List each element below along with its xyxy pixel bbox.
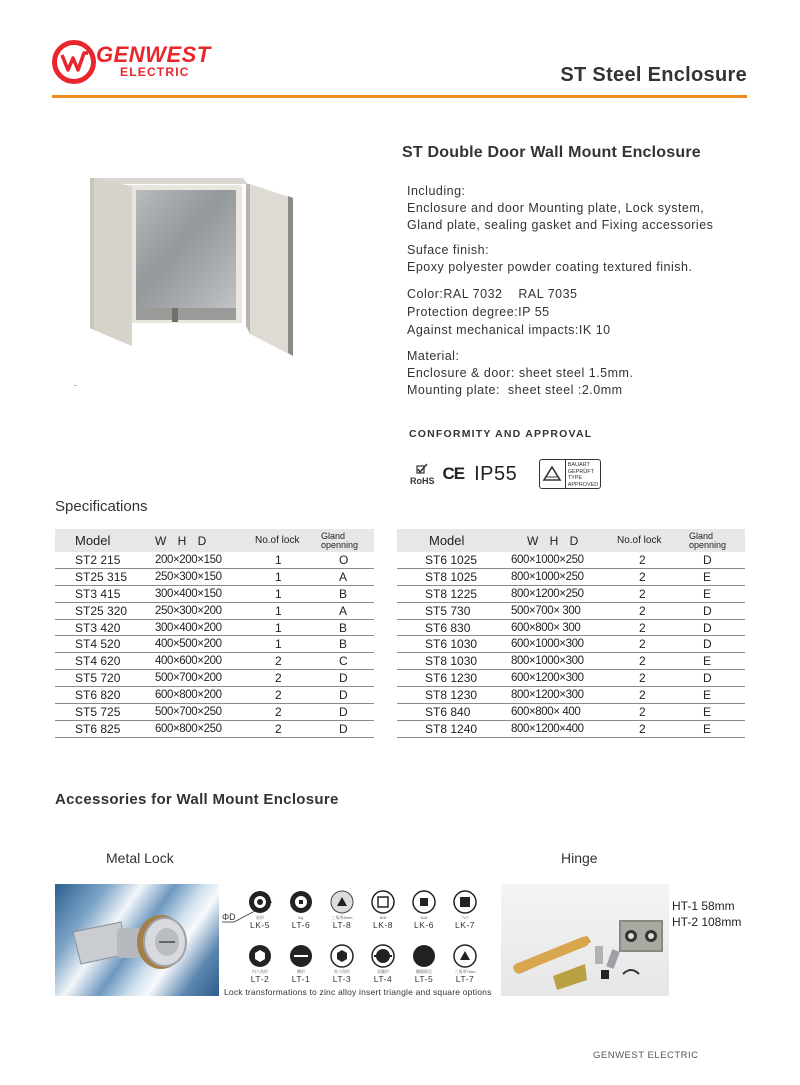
lock-lt-6-icon <box>289 890 313 914</box>
cell-whd: 600×1200×300 <box>511 672 584 685</box>
table-row <box>397 620 745 637</box>
cell-whd: 200×200×150 <box>155 553 222 566</box>
cell-locks: 2 <box>639 620 646 635</box>
table-row <box>55 687 374 704</box>
table-row <box>55 552 374 569</box>
material-label: Material: <box>407 349 460 363</box>
lock-type-lk-5 <box>240 890 280 930</box>
cell-whd: 600×1000×250 <box>511 553 584 566</box>
cell-model: ST2 215 <box>75 552 121 567</box>
lock-type-name: LK-5 <box>250 920 270 930</box>
lock-lk-7-icon <box>453 890 477 914</box>
lock-type-lk-7 <box>445 890 485 930</box>
lock-type-caption: Sq. <box>297 915 304 920</box>
table-header: Model W H D No.of lock Gland openning <box>55 529 374 552</box>
including-label: Including: <box>407 184 466 198</box>
metal-lock-label: Metal Lock <box>106 850 174 866</box>
cell-gland: B <box>339 620 348 635</box>
cell-locks: 2 <box>275 671 282 686</box>
lock-lt-4-icon <box>371 944 395 968</box>
cell-locks: 2 <box>275 721 282 736</box>
hinge-label: Hinge <box>561 850 598 866</box>
product-title: ST Double Door Wall Mount Enclosure <box>402 144 701 161</box>
cell-model: ST8 1025 <box>425 569 478 584</box>
cell-whd: 500×700× 300 <box>511 604 581 617</box>
cell-whd: 800×1200×250 <box>511 587 584 600</box>
cell-gland: E <box>703 654 712 669</box>
cell-locks: 1 <box>275 569 282 584</box>
cell-gland: A <box>339 603 348 618</box>
color-line: Color:RAL 7032 RAL 7035 <box>407 287 578 301</box>
lock-type-lt-1 <box>281 944 321 984</box>
cell-locks: 2 <box>275 654 282 669</box>
decorative-mark <box>74 385 77 386</box>
cell-whd: 600×800× 300 <box>511 621 581 634</box>
lock-lt-2-icon <box>248 944 272 968</box>
table-row <box>55 603 374 620</box>
cell-whd: 300×400×200 <box>155 621 222 634</box>
cell-model: ST8 1230 <box>425 688 478 703</box>
cell-gland: D <box>703 603 712 618</box>
spec-table-left <box>55 529 374 738</box>
cell-gland: D <box>703 671 712 686</box>
lock-type-caption: 槽形 <box>297 969 305 974</box>
cell-locks: 2 <box>639 637 646 652</box>
cell-gland: C <box>339 654 348 669</box>
table-row <box>397 569 745 586</box>
cell-whd: 600×1000×300 <box>511 638 584 651</box>
accessories-title: Accessories for Wall Mount Enclosure <box>55 791 339 808</box>
lock-type-name: LT-6 <box>291 920 311 930</box>
lock-type-caption: 双翼形 <box>377 969 389 974</box>
table-row <box>55 586 374 603</box>
lock-type-lk-6 <box>404 890 444 930</box>
lock-type-lt-6 <box>281 890 321 930</box>
lock-lt-3-icon <box>330 944 354 968</box>
cell-gland: E <box>703 586 712 601</box>
cell-model: ST25 315 <box>75 569 128 584</box>
cell-whd: 600×800× 400 <box>511 705 581 718</box>
cell-model: ST4 520 <box>75 637 121 652</box>
lock-type-name: LK-6 <box>414 920 434 930</box>
table-row <box>397 670 745 687</box>
lock-type-name: LT-1 <box>291 974 311 984</box>
conformity-title: CONFORMITY AND APPROVAL <box>409 428 593 440</box>
cell-locks: 2 <box>275 704 282 719</box>
cell-locks: 1 <box>275 603 282 618</box>
cell-gland: E <box>703 721 712 736</box>
including-line-1: Enclosure and door Mounting plate, Lock system, <box>407 201 705 215</box>
lock-type-name: LT-2 <box>250 974 270 984</box>
cell-whd: 800×1200×300 <box>511 689 584 702</box>
cell-whd: 250×300×200 <box>155 604 222 617</box>
logo-mark-icon <box>52 40 96 84</box>
table-row <box>55 636 374 653</box>
cell-model: ST5 720 <box>75 671 121 686</box>
hinge-size-ht1: HT-1 58mm <box>672 899 735 913</box>
lock-type-name: LT-8 <box>332 920 352 930</box>
cell-gland: E <box>703 688 712 703</box>
table-row <box>55 620 374 637</box>
tuv-approval-badge: BAUART GEPRÜFT TYPE APPROVED <box>539 459 601 489</box>
table-row <box>397 704 745 721</box>
cell-locks: 1 <box>275 620 282 635</box>
table-header: Model W H D No.of lock Gland openning <box>397 529 745 552</box>
cell-model: ST3 415 <box>75 586 121 601</box>
cell-locks: 2 <box>639 704 646 719</box>
lock-type-name: LK-7 <box>455 920 475 930</box>
cell-model: ST6 830 <box>425 620 471 635</box>
cell-model: ST25 320 <box>75 603 128 618</box>
metal-lock-image <box>55 884 219 996</box>
cell-model: ST6 825 <box>75 721 121 736</box>
hinge-size-ht2: HT-2 108mm <box>672 915 742 929</box>
lock-type-lt-3 <box>322 944 362 984</box>
header-divider <box>52 95 747 98</box>
table-row <box>397 636 745 653</box>
cell-whd: 400×600×200 <box>155 655 222 668</box>
cell-whd: 400×500×200 <box>155 638 222 651</box>
cell-gland: E <box>703 569 712 584</box>
protection-line: Protection degree:IP 55 <box>407 305 550 319</box>
cell-model: ST8 1225 <box>425 586 478 601</box>
cell-model: ST6 1030 <box>425 637 478 652</box>
table-row <box>397 687 745 704</box>
lock-type-caption: 7×7 <box>461 915 469 920</box>
lock-type-caption: 三角形8mm <box>331 915 353 920</box>
cell-model: ST3 420 <box>75 620 121 635</box>
cell-whd: 300×400×150 <box>155 587 222 600</box>
ce-mark: CE <box>442 464 465 483</box>
lock-type-lk-8 <box>363 890 403 930</box>
lock-type-lt-2 <box>240 944 280 984</box>
lock-type-lt-4 <box>363 944 403 984</box>
cell-model: ST5 730 <box>425 603 471 618</box>
cell-model: ST6 1230 <box>425 671 478 686</box>
cell-gland: O <box>339 552 349 567</box>
cell-whd: 800×1000×250 <box>511 570 584 583</box>
table-row <box>55 721 374 738</box>
tuv-triangle-icon <box>540 460 565 488</box>
table-row <box>55 670 374 687</box>
lock-type-caption: 椭圆锁芯 <box>416 969 432 974</box>
brand-sub: ELECTRIC <box>120 65 190 79</box>
cell-model: ST6 840 <box>425 704 471 719</box>
diameter-label: ΦD <box>222 912 236 922</box>
lock-type-caption: 外六角形 <box>334 969 350 974</box>
cell-gland: D <box>339 721 348 736</box>
table-row <box>55 569 374 586</box>
cell-gland: D <box>703 552 712 567</box>
footer-text: GENWEST ELECTRIC <box>593 1050 699 1061</box>
lock-type-name: LT-7 <box>455 974 475 984</box>
brand-name: GENWEST <box>96 42 211 67</box>
lock-type-caption: 内六角形 <box>252 969 268 974</box>
cell-whd: 600×800×200 <box>155 689 222 702</box>
surface-value: Epoxy polyester powder coating textured finish. <box>407 260 693 274</box>
cell-model: ST6 820 <box>75 688 121 703</box>
lock-type-name: LT-3 <box>332 974 352 984</box>
table-row <box>397 721 745 738</box>
cell-locks: 2 <box>639 552 646 567</box>
lock-lk-5-icon <box>248 890 272 914</box>
cell-locks: 2 <box>275 688 282 703</box>
cell-whd: 500×700×200 <box>155 672 222 685</box>
cell-gland: D <box>703 620 712 635</box>
table-row <box>397 586 745 603</box>
cell-locks: 2 <box>639 569 646 584</box>
lock-type-caption: 8×8 <box>379 915 387 920</box>
certification-row <box>410 458 601 490</box>
cell-whd: 800×1000×300 <box>511 655 584 668</box>
impact-line: Against mechanical impacts:IK 10 <box>407 323 611 337</box>
cell-gland: D <box>339 704 348 719</box>
cell-locks: 1 <box>275 637 282 652</box>
lock-type-lt-7 <box>445 944 485 984</box>
cell-locks: 1 <box>275 552 282 567</box>
lock-lt-8-icon <box>330 890 354 914</box>
cell-gland: A <box>339 569 348 584</box>
material-line-2: Mounting plate: sheet steel :2.0mm <box>407 383 623 397</box>
cell-whd: 600×800×250 <box>155 722 222 735</box>
cell-model: ST5 725 <box>75 704 121 719</box>
enclosure-product-image <box>88 176 308 356</box>
surface-label: Suface finish: <box>407 243 490 257</box>
spec-table-right <box>397 529 745 738</box>
table-row <box>397 653 745 670</box>
cell-gland: B <box>339 637 348 652</box>
lock-type-lt-8 <box>322 890 362 930</box>
lock-type-caption: 三角形7mm <box>454 969 476 974</box>
cell-model: ST8 1240 <box>425 721 478 736</box>
cell-model: ST4 620 <box>75 654 121 669</box>
material-line-1: Enclosure & door: sheet steel 1.5mm. <box>407 366 634 380</box>
lock-lk-6-icon <box>412 890 436 914</box>
cell-whd: 250×300×150 <box>155 570 222 583</box>
lock-type-caption: 6×6 <box>420 915 428 920</box>
lock-type-name: LT-4 <box>373 974 393 984</box>
table-row <box>397 552 745 569</box>
lock-lt-7-icon <box>453 944 477 968</box>
page-title: ST Steel Enclosure <box>560 64 747 86</box>
table-row <box>397 603 745 620</box>
lock-lt-5-icon <box>412 944 436 968</box>
cell-whd: 500×700×250 <box>155 705 222 718</box>
lock-note: Lock transformations to zinc alloy insert triangle and square options <box>224 987 492 997</box>
including-line-2: Gland plate, sealing gasket and Fixing accessories <box>407 218 714 232</box>
rohs-check-icon <box>415 463 429 475</box>
cell-locks: 2 <box>639 688 646 703</box>
hinge-sizes <box>672 898 741 930</box>
rohs-mark: RoHS <box>410 463 435 486</box>
cell-locks: 2 <box>639 603 646 618</box>
cell-locks: 2 <box>639 654 646 669</box>
lock-type-name: LK-8 <box>373 920 393 930</box>
cell-model: ST8 1030 <box>425 654 478 669</box>
hinge-image <box>501 884 669 996</box>
lock-type-lt-5 <box>404 944 444 984</box>
cell-gland: D <box>703 637 712 652</box>
table-row <box>55 653 374 670</box>
lock-type-caption: 星形 <box>256 915 264 920</box>
cell-gland: E <box>703 704 712 719</box>
lock-type-name: LT-5 <box>414 974 434 984</box>
brand-logo <box>52 40 211 86</box>
table-row <box>55 704 374 721</box>
lock-lt-1-icon <box>289 944 313 968</box>
cell-locks: 1 <box>275 586 282 601</box>
ip55-mark: IP55 <box>474 462 518 485</box>
cell-gland: D <box>339 688 348 703</box>
cell-model: ST6 1025 <box>425 552 478 567</box>
specifications-title: Specifications <box>55 498 148 515</box>
cell-whd: 800×1200×400 <box>511 722 584 735</box>
cell-locks: 2 <box>639 721 646 736</box>
cell-locks: 2 <box>639 671 646 686</box>
cell-locks: 2 <box>639 586 646 601</box>
lock-lk-8-icon <box>371 890 395 914</box>
cell-gland: B <box>339 586 348 601</box>
cell-gland: D <box>339 671 348 686</box>
